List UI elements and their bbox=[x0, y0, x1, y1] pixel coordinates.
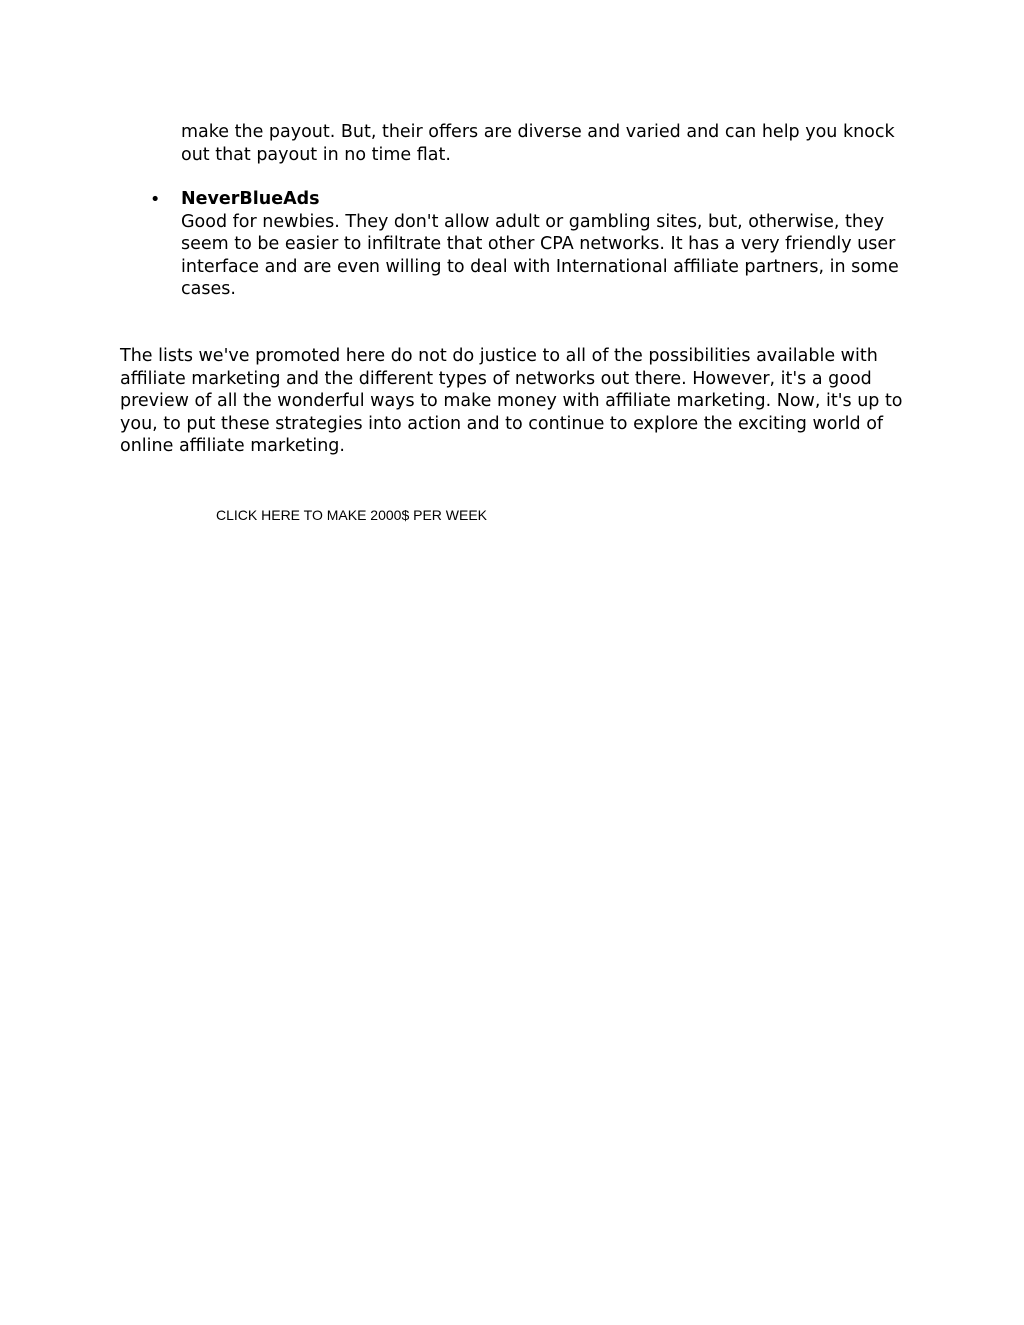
list-item-body bbox=[181, 188, 901, 301]
closing-paragraph: The lists we've promoted here do not do justice to all of the possibilities available with affiliate marketing and the different types of networks out there. However, it's a good preview of all the wonderful ways to make money with affiliate marketing. Now, it's up to you, to put these strategies into action and to continue to explore the exciting world of online affiliate marketing. bbox=[120, 346, 903, 456]
bullet-marker: • bbox=[150, 190, 161, 210]
list-item-title: NeverBlueAds bbox=[181, 189, 320, 209]
continuation-paragraph: make the payout. But, their offers are diverse and varied and can help you knock out that payout in no time flat. bbox=[181, 122, 895, 165]
cta-link[interactable]: CLICK HERE TO MAKE 2000$ PER WEEK bbox=[216, 507, 488, 523]
list-item-description: Good for newbies. They don't allow adult or gambling sites, but, otherwise, they seem to be easier to infiltrate that other CPA networks. It has a very friendly user interface and are even willing to deal with International affiliate partners, in some cases. bbox=[181, 211, 899, 299]
